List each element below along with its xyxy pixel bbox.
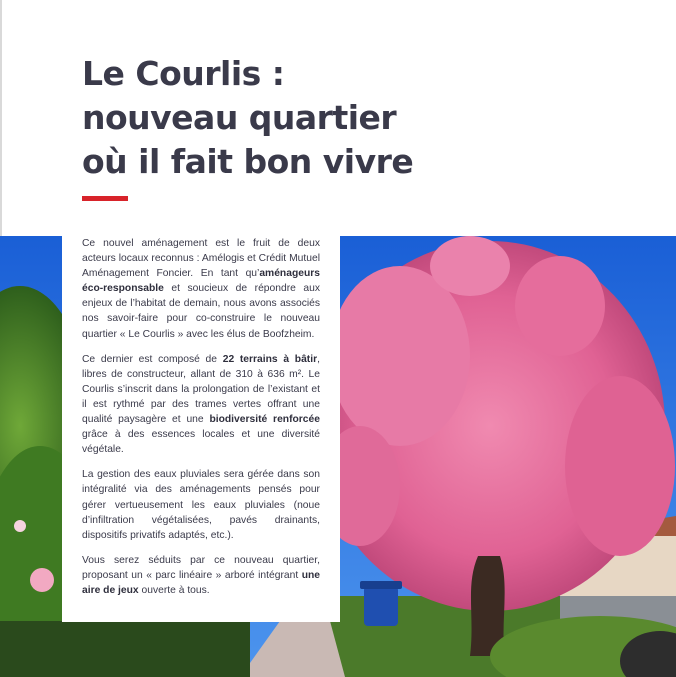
paragraph-2	[82, 352, 320, 458]
body-text-panel	[62, 236, 340, 622]
title-line-3: où il fait bon vivre	[82, 142, 414, 181]
paragraph-1-text-a: Ce nouvel aménagement est le fruit de deux acteurs locaux reconnus : Amélogis et Crédit Mutuel Aménagement Foncier. En tant qu’	[82, 238, 320, 280]
paragraph-1-highlight: aménageurs éco-responsable	[82, 268, 320, 295]
paragraph-4-text-c: ouverte à tous.	[138, 584, 210, 596]
paragraph-2-text-a: Ce dernier est composé de	[82, 353, 223, 365]
paragraph-4-text-a: Vous serez séduits par ce nouveau quartier, proposant un « parc linéaire » arboré intégrant	[82, 554, 320, 581]
paragraph-4	[82, 553, 320, 598]
paragraph-3: La gestion des eaux pluviales sera gérée dans son intégralité via des aménagements pensés pour gérer vertueusement les eaux pluviales (noue d’infiltration végétalisées, pavés drainants, dispositifs privatifs adaptés, etc.).	[82, 469, 320, 541]
paragraph-4-highlight: une aire de jeux	[82, 569, 320, 596]
title-line-2: nouveau quartier	[82, 98, 397, 137]
title-line-1: Le Courlis :	[82, 54, 285, 93]
paragraph-2-highlight-biodiversity: biodiversité renforcée	[209, 414, 320, 426]
paragraph-2-text-c: , libres de constructeur, allant de 310 à 636 m². Le Courlis s’inscrit dans la prolongation de l’existant et il est rythmé par des trames vertes offrant une qualité paysagère et une	[82, 353, 320, 426]
page-title	[82, 52, 642, 184]
paragraph-1-text-c: et soucieux de répondre aux enjeux de l’habitat de demain, nous avons associés nos savoir-faire pour co-construire le nouveau quartier « Le Courlis » avec les élus de Boofzheim.	[82, 283, 320, 340]
title-accent-rule	[82, 196, 128, 201]
paragraph-2-highlight-lots: 22 terrains à bâtir	[222, 353, 318, 365]
paragraph-1	[82, 236, 320, 342]
paragraph-2-text-e: grâce à des essences locales et une diversité végétale.	[82, 429, 320, 456]
